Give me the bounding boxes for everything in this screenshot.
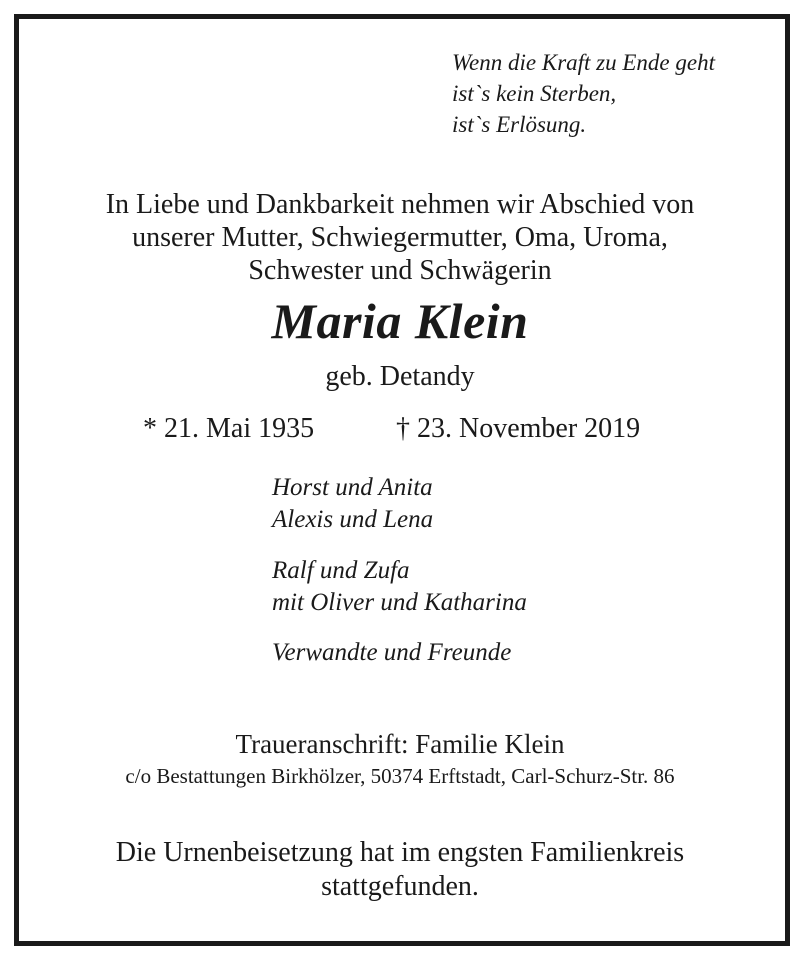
- address-title: Traueranschrift: Familie Klein: [235, 729, 565, 759]
- maiden-name: geb. Detandy: [325, 361, 475, 392]
- mourner-line: Alexis und Lena: [272, 506, 434, 533]
- mourner-group: [272, 555, 527, 619]
- mourner-line: Ralf und Zufa: [272, 557, 410, 584]
- poem-line: Wenn die Kraft zu Ende geht: [452, 50, 715, 75]
- death-date: † 23. November 2019: [396, 413, 641, 444]
- intro-text: [0, 188, 800, 287]
- address-line: c/o Bestattungen Birkhölzer, 50374 Erftstadt, Carl-Schurz-Str. 86: [125, 764, 675, 788]
- poem-line: ist`s kein Sterben,: [452, 81, 617, 106]
- intro-line: Schwester und Schwägerin: [248, 255, 552, 286]
- mourner-line: mit Oliver und Katharina: [272, 589, 527, 616]
- poem: [452, 47, 715, 140]
- birth-date: * 21. Mai 1935: [143, 413, 315, 444]
- closing-text: [0, 836, 800, 904]
- closing-line: Die Urnenbeisetzung hat im engsten Familienkreis: [115, 837, 685, 868]
- intro-line: In Liebe und Dankbarkeit nehmen wir Abschied von: [105, 189, 695, 220]
- poem-line: ist`s Erlösung.: [452, 112, 587, 137]
- deceased-name: Maria Klein: [271, 293, 529, 349]
- closing-line: stattgefunden.: [321, 871, 479, 902]
- mourner-group: [272, 472, 433, 536]
- mourner-group: [272, 637, 511, 669]
- mourner-line: Verwandte und Freunde: [272, 639, 512, 666]
- intro-line: unserer Mutter, Schwiegermutter, Oma, Uroma,: [132, 222, 668, 253]
- mourner-line: Horst und Anita: [272, 474, 433, 501]
